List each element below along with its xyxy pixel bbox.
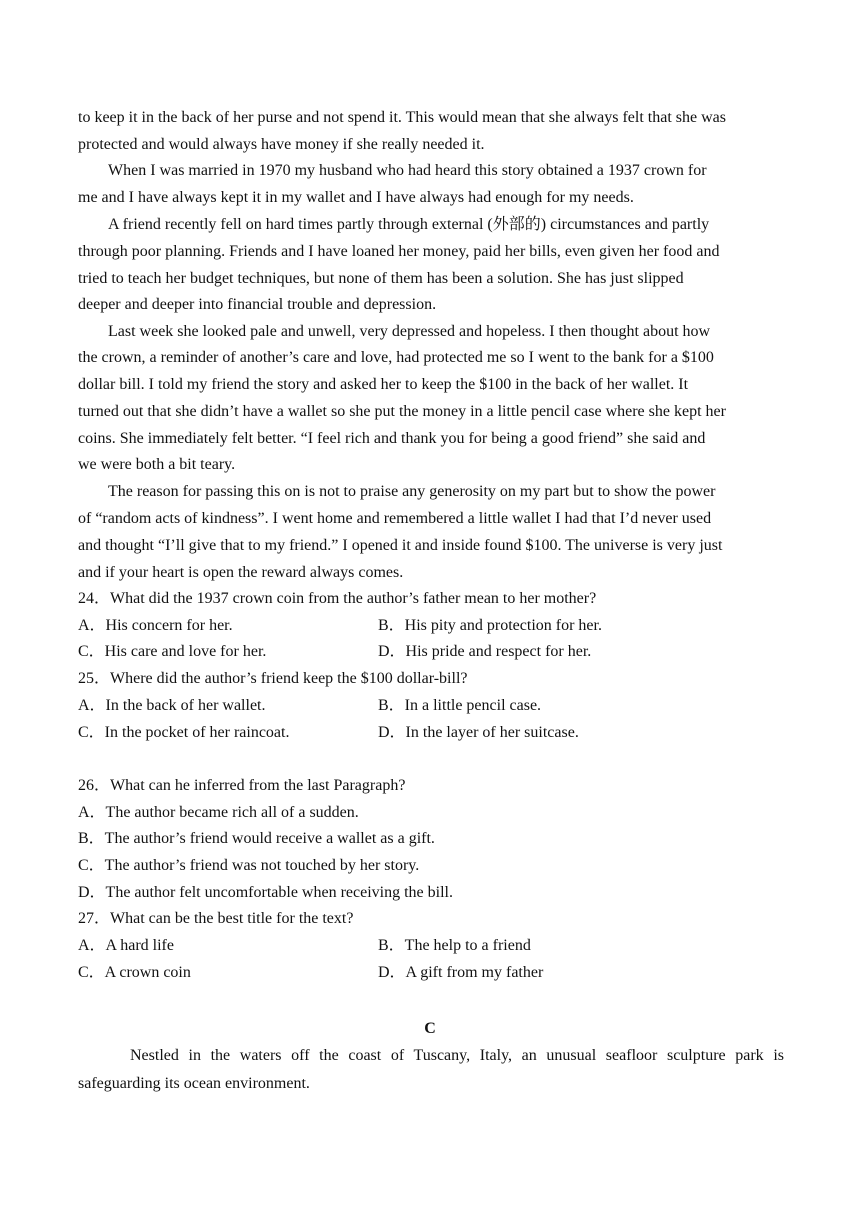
- option-25-c: C．In the pocket of her raincoat.: [78, 724, 290, 741]
- option-26-b: B．The author’s friend would receive a wallet as a gift.: [78, 830, 435, 847]
- option-27-b: B．The help to a friend: [378, 937, 531, 954]
- paragraph-line: dollar bill. I told my friend the story and asked her to keep the $100 in the back of her wallet. It: [78, 376, 689, 393]
- option-25-d: D．In the layer of her suitcase.: [378, 724, 579, 741]
- option-27-d: D．A gift from my father: [378, 964, 544, 981]
- paragraph-line: and thought “I’ll give that to my friend.” I opened it and inside found $100. The universe is very just: [78, 537, 723, 554]
- paragraph-line: turned out that she didn’t have a wallet so she put the money in a little pencil case where she kept her: [78, 403, 726, 420]
- paragraph-line: A friend recently fell on hard times partly through external (外部的) circumstances and partly: [108, 216, 710, 233]
- paragraph-line: and if your heart is open the reward always comes.: [78, 564, 404, 581]
- paragraph-line: Nestled in the waters off the coast of Tuscany, Italy, an unusual seafloor sculpture park is: [130, 1047, 784, 1064]
- option-26-a: A．The author became rich all of a sudden.: [78, 804, 359, 821]
- option-27-c: C．A crown coin: [78, 964, 191, 981]
- question-stem-26: 26．What can he inferred from the last Paragraph?: [78, 777, 406, 794]
- paragraph-line: Last week she looked pale and unwell, very depressed and hopeless. I then thought about how: [108, 323, 711, 340]
- paragraph-line: safeguarding its ocean environment.: [78, 1075, 310, 1092]
- option-26-d: D．The author felt uncomfortable when receiving the bill.: [78, 884, 453, 901]
- paragraph-line: coins. She immediately felt better. “I feel rich and thank you for being a good friend” she said and: [78, 430, 706, 447]
- question-stem-27: 27．What can be the best title for the text?: [78, 910, 354, 927]
- option-24-a: A．His concern for her.: [78, 617, 233, 634]
- question-stem-25: 25．Where did the author’s friend keep the $100 dollar-bill?: [78, 670, 468, 687]
- option-24-c: C．His care and love for her.: [78, 643, 267, 660]
- paragraph-line: the crown, a reminder of another’s care and love, had protected me so I went to the bank for a $100: [78, 349, 714, 366]
- paragraph-line: of “random acts of kindness”. I went home and remembered a little wallet I had that I’d never used: [78, 510, 712, 527]
- section-heading: C: [424, 1020, 436, 1037]
- option-26-c: C．The author’s friend was not touched by her story.: [78, 857, 420, 874]
- paragraph-line: When I was married in 1970 my husband who had heard this story obtained a 1937 crown for: [108, 162, 707, 179]
- paragraph-line: to keep it in the back of her purse and not spend it. This would mean that she always felt that she was: [78, 109, 726, 126]
- question-stem-24: 24．What did the 1937 crown coin from the author’s father mean to her mother?: [78, 590, 597, 607]
- option-24-b: B．His pity and protection for her.: [378, 617, 602, 634]
- paragraph-line: deeper and deeper into financial trouble and depression.: [78, 296, 437, 313]
- paragraph-line: we were both a bit teary.: [78, 456, 236, 473]
- option-24-d: D．His pride and respect for her.: [378, 643, 592, 660]
- option-25-a: A．In the back of her wallet.: [78, 697, 266, 714]
- paragraph-line: through poor planning. Friends and I have loaned her money, paid her bills, even given her food and: [78, 243, 720, 260]
- option-25-b: B．In a little pencil case.: [378, 697, 542, 714]
- paragraph-line: protected and would always have money if she really needed it.: [78, 136, 485, 153]
- option-27-a: A．A hard life: [78, 937, 174, 954]
- paragraph-line: tried to teach her budget techniques, but none of them has been a solution. She has just slipped: [78, 270, 684, 287]
- paragraph-line: me and I have always kept it in my wallet and I have always had enough for my needs.: [78, 189, 634, 206]
- paragraph-line: The reason for passing this on is not to praise any generosity on my part but to show the power: [108, 483, 716, 500]
